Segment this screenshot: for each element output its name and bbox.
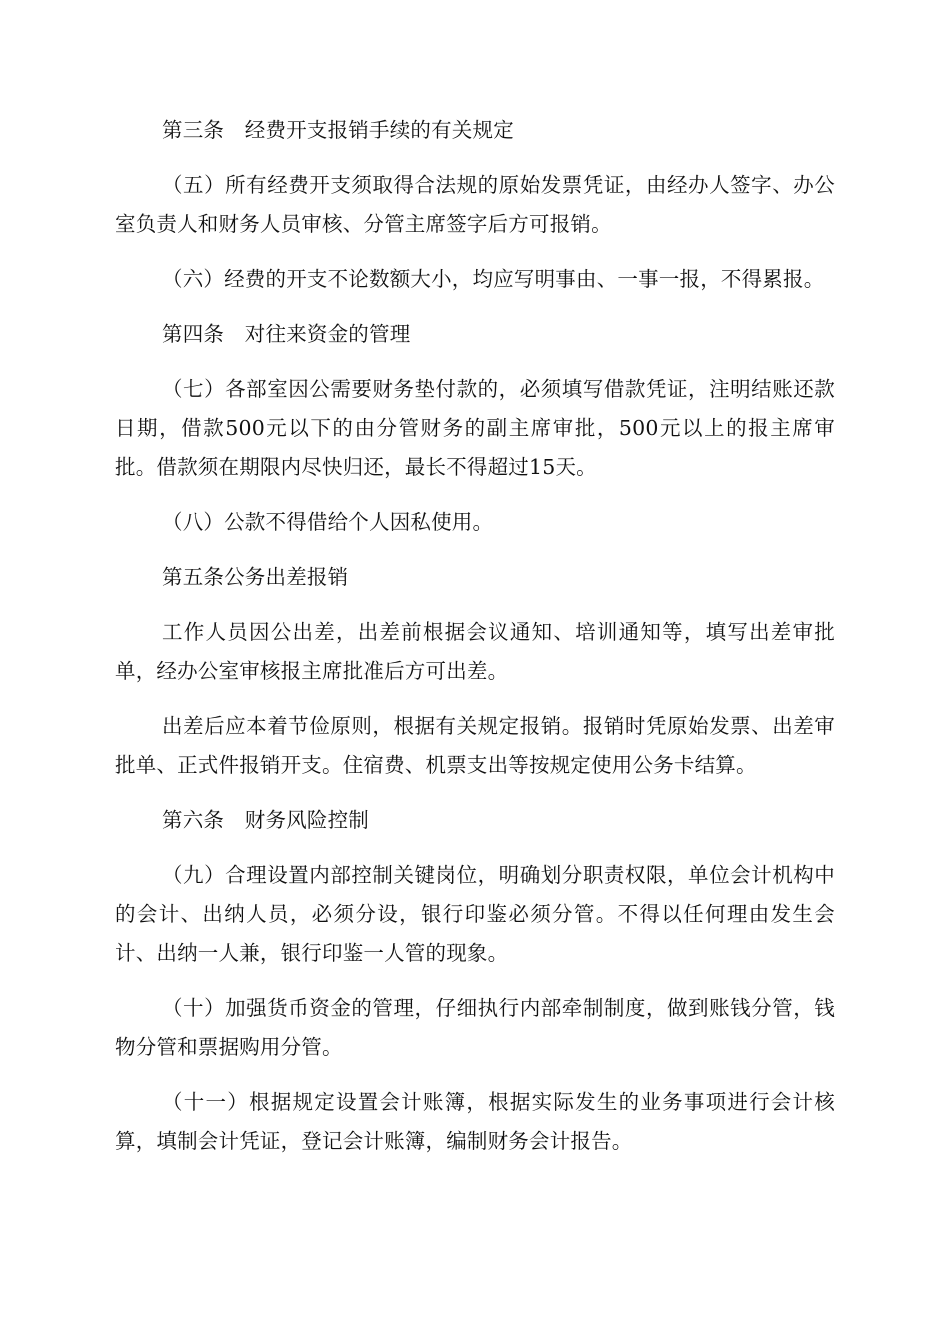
document-body: [115, 111, 835, 1161]
clause-5: （五）所有经费开支须取得合法规的原始发票凭证，由经办人签字、办公室负责人和财务人员审核、分管主席签字后方可报销。: [115, 173, 835, 236]
clause-7: （七）各部室因公需要财务垫付款的，必须填写借款凭证，注明结账还款日期，借款500元以下的由分管财务的副主席审批，500元以上的报主席审批。借款须在期限内尽快归还，最长不得超过15天。: [115, 377, 835, 479]
article-5-heading: 第五条公务出差报销: [162, 565, 349, 589]
article-4-heading: 第四条 对往来资金的管理: [162, 322, 411, 346]
clause-11: （十一）根据规定设置会计账簿，根据实际发生的业务事项进行会计核算，填制会计凭证，登记会计账簿，编制财务会计报告。: [115, 1090, 835, 1153]
clause-8: （八）公款不得借给个人因私使用。: [162, 510, 494, 534]
travel-approval-paragraph: 工作人员因公出差，出差前根据会议通知、培训通知等，填写出差审批单，经办公室审核报主席批准后方可出差。: [115, 620, 835, 683]
clause-9: （九）合理设置内部控制关键岗位，明确划分职责权限，单位会计机构中的会计、出纳人员，必须分设，银行印鉴必须分管。不得以任何理由发生会计、出纳一人兼，银行印鉴一人管的现象。: [115, 863, 835, 965]
article-6-heading: 第六条 财务风险控制: [162, 808, 369, 832]
clause-10: （十）加强货币资金的管理，仔细执行内部牵制制度，做到账钱分管，钱物分管和票据购用分管。: [115, 996, 835, 1059]
travel-reimbursement-paragraph: 出差后应本着节俭原则，根据有关规定报销。报销时凭原始发票、出差审批单、正式件报销开支。住宿费、机票支出等按规定使用公务卡结算。: [115, 714, 835, 777]
clause-6: （六）经费的开支不论数额大小，均应写明事由、一事一报，不得累报。: [162, 267, 825, 291]
article-3-heading: 第三条 经费开支报销手续的有关规定: [162, 118, 514, 142]
